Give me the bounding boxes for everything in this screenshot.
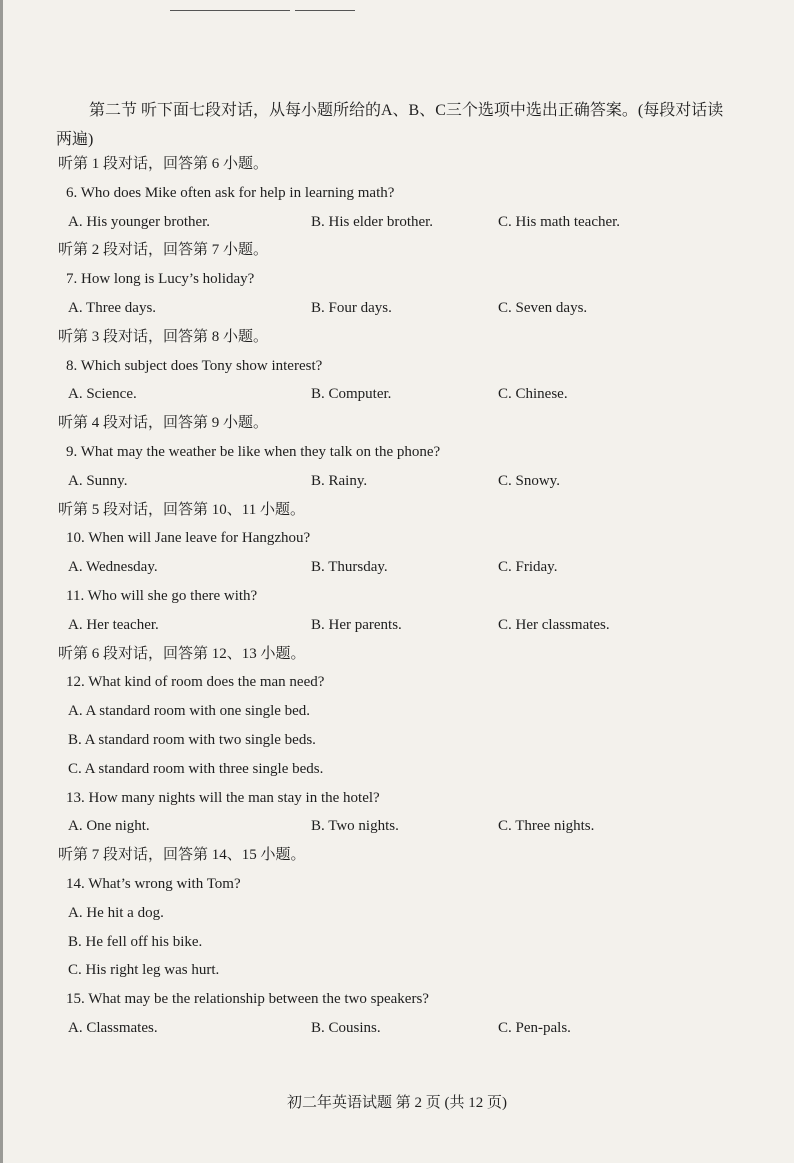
page-footer: 初二年英语试题 第 2 页 (共 12 页): [287, 1095, 507, 1111]
scan-edge: [0, 0, 3, 1163]
question-text: 7. How long is Lucy’s holiday?: [66, 271, 255, 288]
dialogue-cue: 听第 4 段对话，回答第 9 小题。: [58, 415, 269, 432]
option-c: C. Pen-pals.: [498, 1020, 571, 1036]
question-text: 8. Which subject does Tony show interest?: [66, 357, 323, 374]
header-rule: [170, 10, 290, 11]
option-c: C. His math teacher.: [498, 213, 621, 230]
option-c: C. Friday.: [498, 559, 558, 576]
option-a: A. One night.: [68, 818, 150, 835]
question-text: 6. Who does Mike often ask for help in learning math?: [66, 184, 395, 201]
option-a: A. Three days.: [68, 300, 157, 316]
option-line: C. A standard room with three single beds.: [68, 760, 324, 777]
option-a: A. Wednesday.: [68, 559, 158, 576]
header-rule: [295, 10, 355, 11]
option-line: B. He fell off his bike.: [68, 933, 203, 950]
question-text: 11. Who will she go there with?: [66, 588, 258, 604]
option-a: A. His younger brother.: [68, 213, 211, 230]
option-b: B. Her parents.: [311, 616, 402, 633]
dialogue-cue: 听第 7 段对话，回答第 14、15 小题。: [58, 847, 306, 864]
option-b: B. Computer.: [311, 386, 392, 403]
option-line: A. He hit a dog.: [68, 904, 164, 921]
question-text: 12. What kind of room does the man need?: [66, 674, 325, 691]
option-line: C. His right leg was hurt.: [68, 962, 220, 979]
option-c: C. Seven days.: [498, 300, 588, 316]
option-a: A. Classmates.: [68, 1020, 158, 1036]
dialogue-cue: 听第 3 段对话，回答第 8 小题。: [58, 328, 269, 345]
dialogue-cue: 听第 2 段对话，回答第 7 小题。: [58, 242, 269, 259]
dialogue-cue: 听第 5 段对话，回答第 10、11 小题。: [58, 501, 305, 518]
question-text: 10. When will Jane leave for Hangzhou?: [66, 530, 311, 547]
dialogue-cue: 听第 1 段对话，回答第 6 小题。: [58, 156, 269, 172]
option-a: A. Sunny.: [68, 472, 128, 489]
option-b: B. Rainy.: [311, 472, 368, 489]
option-c: C. Chinese.: [498, 386, 568, 403]
option-c: C. Her classmates.: [498, 616, 610, 633]
section-intro: 第二节 听下面七段对话，从每小题所给的A、B、C三个选项中选出正确答案。(每段对话读两遍): [56, 102, 724, 148]
option-b: B. Cousins.: [311, 1020, 381, 1036]
option-c: C. Snowy.: [498, 472, 560, 489]
option-b: B. Four days.: [311, 300, 392, 316]
option-b: B. Thursday.: [311, 559, 388, 576]
question-text: 15. What may be the relationship between the two speakers?: [66, 991, 429, 1008]
option-line: B. A standard room with two single beds.: [68, 732, 316, 748]
question-text: 9. What may the weather be like when they talk on the phone?: [66, 444, 441, 460]
option-b: B. Two nights.: [311, 818, 399, 835]
dialogue-cue: 听第 6 段对话，回答第 12、13 小题。: [58, 645, 306, 662]
option-c: C. Three nights.: [498, 818, 595, 835]
option-b: B. His elder brother.: [311, 213, 434, 230]
question-text: 14. What’s wrong with Tom?: [66, 876, 241, 892]
option-a: A. Science.: [68, 386, 137, 403]
option-a: A. Her teacher.: [68, 616, 159, 633]
option-line: A. A standard room with one single bed.: [68, 703, 311, 720]
question-text: 13. How many nights will the man stay in the hotel?: [66, 789, 380, 806]
